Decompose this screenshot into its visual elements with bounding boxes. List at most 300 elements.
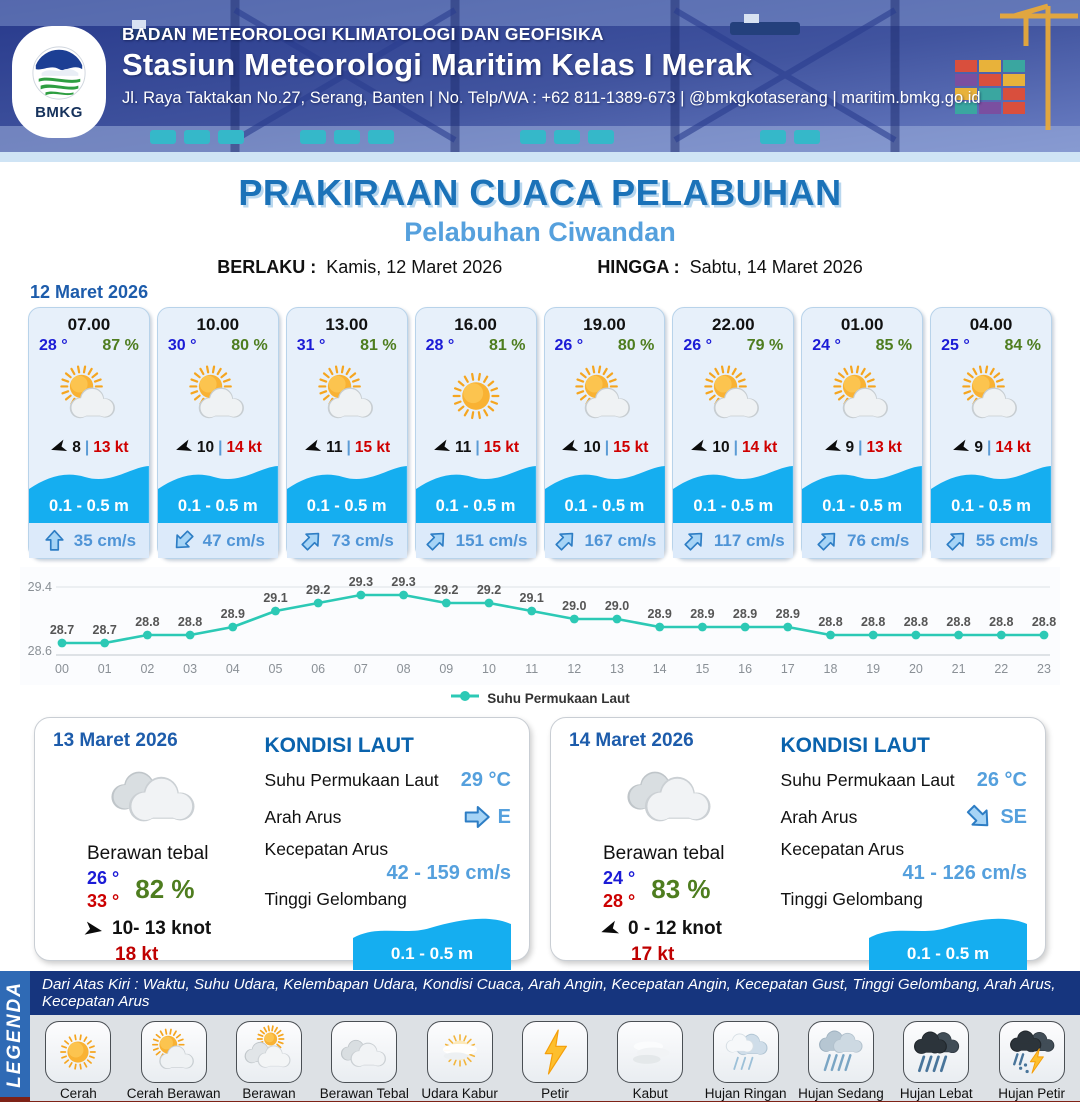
wave-height-value: 0.1 - 0.5 m: [693, 497, 774, 515]
legend-item: [794, 1021, 888, 1101]
current-speed-value: 42 - 159 cm/s: [386, 862, 511, 884]
legend-item: [603, 1021, 697, 1101]
wind-row: [545, 437, 665, 457]
gust-speed: 14 kt: [995, 438, 1031, 456]
wind-range: 0 - 12 knot: [628, 918, 722, 939]
current-row: [416, 523, 536, 558]
time-label: 16.00: [454, 315, 497, 334]
svg-text:11: 11: [525, 662, 539, 676]
svg-text:28.8: 28.8: [1031, 615, 1057, 629]
sst-row: [781, 769, 1027, 792]
sst-label: Suhu Permukaan Laut: [780, 770, 955, 790]
humidity-value: 80 %: [231, 337, 268, 354]
wind-separator: |: [346, 438, 351, 456]
header-divider: [0, 152, 1080, 162]
hingga-group: [597, 257, 862, 278]
legend-item-label: Hujan Ringan: [704, 1086, 787, 1101]
wave-height-row: [265, 889, 511, 970]
humidity-value: 81 %: [360, 337, 397, 354]
temp-humidity-row: [287, 335, 407, 355]
day-gust: 18 kt: [115, 944, 159, 965]
gust-speed: 15 kt: [613, 438, 649, 456]
wave-height-value: 0.1 - 0.5 m: [564, 497, 645, 515]
wave-height-value: 0.1 - 0.5 m: [177, 497, 258, 515]
gust-speed: 14 kt: [226, 438, 262, 456]
current-direction-icon: [682, 528, 707, 553]
day-weather-icon: [106, 746, 202, 847]
svg-text:14: 14: [652, 662, 667, 676]
wave-height-label: Tinggi Gelombang: [264, 889, 407, 909]
legend-item: [413, 1021, 507, 1101]
svg-text:28.8: 28.8: [903, 615, 929, 629]
temp-value: 26 °: [683, 337, 713, 354]
svg-text:29.4: 29.4: [27, 580, 52, 594]
temp-min: 24 °: [603, 868, 636, 888]
legend-item-label: Petir: [541, 1086, 569, 1101]
time-label: 01.00: [840, 315, 884, 334]
svg-text:02: 02: [140, 662, 155, 676]
humidity-value: 81 %: [489, 337, 526, 354]
time-label: 22.00: [712, 315, 755, 334]
current-speed: 35 cm/s: [73, 530, 137, 550]
current-direction-row: [781, 802, 1027, 832]
temp-value: 24 °: [812, 337, 841, 354]
svg-text:28.7: 28.7: [92, 623, 117, 637]
svg-text:28.8: 28.8: [861, 615, 886, 629]
wind-speed: 10: [583, 438, 601, 456]
legend-item-label: Berawan: [242, 1086, 296, 1101]
svg-text:28.9: 28.9: [690, 607, 715, 621]
wave-height-value: 0.1 - 0.5 m: [951, 497, 1031, 515]
wind-row: [416, 437, 536, 457]
svg-text:01: 01: [97, 662, 112, 676]
wave-height-band: [158, 459, 278, 523]
humidity-value: 85 %: [875, 337, 913, 354]
svg-text:28.9: 28.9: [220, 607, 245, 621]
svg-text:28.8: 28.8: [135, 615, 160, 629]
wind-separator: |: [987, 438, 992, 456]
day-gust: 17 kt: [631, 944, 675, 965]
cerah-berawan-icon: [957, 362, 1025, 430]
current-speed-label: Kecepatan Arus: [780, 839, 905, 859]
svg-text:15: 15: [695, 662, 710, 676]
bmkg-logo-text: BMKG: [35, 103, 83, 121]
gust-speed: 13 kt: [93, 438, 129, 456]
legend-item-label: Udara Kabur: [421, 1086, 498, 1101]
wind-separator: |: [858, 438, 863, 456]
wave-height-band: [931, 459, 1051, 523]
hujan-lebat-icon: [910, 1026, 962, 1078]
legend-icon-box: [903, 1021, 969, 1083]
current-row: [29, 523, 149, 558]
berlaku-value: Kamis, 12 Maret 2026: [326, 257, 503, 277]
svg-text:12: 12: [567, 662, 582, 676]
berawan-tebal-icon: [622, 746, 718, 842]
page-title: PRAKIRAAN CUACA PELABUHAN: [238, 172, 842, 213]
cerah-berawan-icon: [55, 362, 123, 430]
day-condition: Berawan tebal: [87, 843, 209, 864]
wind-direction-icon: [174, 438, 193, 457]
current-row: [673, 523, 793, 558]
wind-row: [287, 437, 407, 457]
legend-item: [889, 1021, 983, 1101]
sst-line-chart: [20, 567, 1060, 685]
legend-item: [508, 1021, 602, 1101]
temp-value: 26 °: [554, 337, 584, 354]
svg-text:22: 22: [994, 662, 1009, 676]
humidity-value: 79 %: [746, 337, 784, 354]
cerah-berawan-icon: [699, 362, 767, 430]
current-direction-row: [265, 802, 511, 832]
time-label: 19.00: [583, 315, 626, 334]
cerah-berawan-icon: [828, 362, 896, 430]
wind-row: [673, 437, 793, 457]
legend-icon-box: [999, 1021, 1065, 1083]
svg-text:29.1: 29.1: [519, 591, 544, 605]
weather-icon-box: [931, 355, 1051, 437]
sea-conditions: [771, 730, 1027, 963]
wind-row: [802, 437, 922, 457]
day-humidity: 83 %: [651, 874, 711, 904]
legend-item-label: Hujan Lebat: [899, 1086, 973, 1101]
validity-row: [0, 257, 1080, 278]
hourly-date-label: 12 Maret 2026: [30, 282, 149, 302]
temp-value: 28 °: [425, 337, 455, 354]
current-direction-icon: [171, 528, 196, 553]
temp-min: 26 °: [87, 868, 120, 888]
wave-height-band: [416, 459, 536, 523]
current-direction-icon: [964, 802, 994, 832]
wind-direction-icon: [303, 438, 322, 457]
wave-height-box: [353, 912, 511, 970]
legend-icon-box: [522, 1021, 588, 1083]
bmkg-logo: [12, 26, 106, 138]
wind-speed: 11: [455, 438, 472, 456]
wind-row: [158, 437, 278, 457]
day-weather-summary: [53, 730, 255, 965]
wave-height-value: 0.1 - 0.5 m: [906, 944, 990, 963]
current-row: [287, 523, 407, 558]
current-speed: 76 cm/s: [846, 530, 910, 550]
temp-value: 30 °: [167, 337, 197, 354]
legend-item-label: Hujan Petir: [998, 1086, 1065, 1101]
forecast-card: [544, 307, 666, 559]
cerah-icon: [52, 1026, 104, 1078]
current-speed: 151 cm/s: [455, 530, 528, 550]
cerah-berawan-icon: [184, 362, 252, 430]
legend-item: [31, 1021, 125, 1101]
forecast-card: [801, 307, 923, 559]
weather-icon-box: [158, 355, 278, 437]
sst-row: [265, 769, 511, 792]
current-speed: 73 cm/s: [331, 530, 394, 550]
wave-height-value: 0.1 - 0.5 m: [822, 497, 903, 515]
svg-text:05: 05: [268, 662, 283, 676]
svg-text:18: 18: [823, 662, 838, 676]
wind-direction-icon: [689, 438, 708, 457]
legend-item: [222, 1021, 316, 1101]
current-direction-icon: [299, 528, 324, 553]
legend-icon-box: [617, 1021, 683, 1083]
svg-text:29.0: 29.0: [604, 599, 630, 613]
forecast-card: [930, 307, 1052, 559]
legend-items: [30, 1015, 1080, 1101]
svg-text:29.0: 29.0: [562, 599, 587, 613]
day-temps: [603, 867, 771, 912]
legend-item: [699, 1021, 793, 1101]
legend-icon-box: [808, 1021, 874, 1083]
udara-kabur-icon: [434, 1026, 486, 1078]
wave-height-band: [29, 459, 149, 523]
svg-text:29.3: 29.3: [391, 575, 416, 589]
sst-value: 29 °C: [460, 769, 511, 791]
wind-speed: 9: [845, 438, 855, 456]
wave-height-value: 0.1 - 0.5 m: [390, 944, 474, 963]
wind-separator: |: [733, 438, 738, 456]
legend-series-label: Suhu Permukaan Laut: [487, 690, 630, 706]
berlaku-group: [217, 257, 502, 278]
svg-text:29.2: 29.2: [434, 583, 459, 597]
wind-separator: |: [475, 438, 480, 456]
station-address: Jl. Raya Taktakan No.27, Serang, Banten | No. Telp/WA : +62 811-1389-673 | @bmkgkotaserang | maritim.bmkg.go.id: [122, 89, 981, 107]
temp-humidity-row: [158, 335, 278, 355]
weather-icon-box: [545, 355, 665, 437]
hingga-value: Sabtu, 14 Maret 2026: [689, 257, 863, 277]
title-section: [0, 162, 1080, 278]
legend-item-label: Kabut: [632, 1086, 668, 1101]
berawan-tebal-icon: [106, 746, 202, 842]
wind-speed: 9: [974, 438, 984, 456]
svg-text:28.9: 28.9: [647, 607, 672, 621]
day-temps: [87, 867, 255, 912]
current-row: [931, 523, 1051, 558]
current-speed-label: Kecepatan Arus: [264, 839, 389, 859]
wind-direction-icon: [823, 438, 842, 457]
temp-value: 31 °: [296, 337, 326, 354]
current-speed: 167 cm/s: [584, 530, 657, 550]
temp-humidity-row: [931, 335, 1051, 355]
legend-icon-box: [141, 1021, 207, 1083]
current-speed-value: 41 - 126 cm/s: [902, 862, 1027, 884]
temp-value: 25 °: [941, 337, 970, 354]
legend-banner: [0, 971, 30, 1097]
wind-direction-icon: [49, 438, 68, 457]
port-subtitle: Pelabuhan Ciwandan: [404, 217, 676, 247]
time-label: 10.00: [196, 315, 240, 334]
current-direction-icon: [815, 528, 840, 553]
day-forecast-card: [34, 717, 530, 965]
current-direction-label: Arah Arus: [780, 806, 858, 827]
current-speed: 55 cm/s: [975, 530, 1039, 550]
wind-row: [931, 437, 1051, 457]
svg-text:13: 13: [610, 662, 624, 676]
day-date: 13 Maret 2026: [53, 730, 178, 751]
sst-value: 26 °C: [976, 769, 1027, 791]
svg-text:06: 06: [311, 662, 326, 676]
station-name: Stasiun Meteorologi Maritim Kelas I Merak: [122, 47, 753, 82]
legend-item-label: Cerah: [59, 1086, 97, 1101]
svg-text:00: 00: [55, 662, 69, 676]
weather-icon-box: [802, 355, 922, 437]
wind-speed: 11: [326, 438, 343, 456]
svg-text:21: 21: [951, 662, 966, 676]
forecast-card: [672, 307, 794, 559]
svg-text:23: 23: [1037, 662, 1051, 676]
hujan-ringan-icon: [720, 1026, 772, 1078]
cerah-berawan-icon: [313, 362, 381, 430]
forecast-card: [28, 307, 150, 559]
wind-speed: 8: [72, 438, 81, 456]
sea-conditions-heading: KONDISI LAUT: [264, 734, 414, 757]
humidity-value: 84 %: [1004, 337, 1041, 354]
current-speed: 47 cm/s: [202, 530, 265, 550]
wave-height-band: [673, 459, 793, 523]
legend-icon-box: [427, 1021, 493, 1083]
svg-text:28.8: 28.8: [946, 615, 971, 629]
berawan-tebal-icon: [338, 1026, 390, 1078]
legend-section: [0, 971, 1080, 1101]
temp-max: 28 °: [603, 890, 636, 911]
wave-height-band: [287, 459, 407, 523]
hingga-label: HINGGA :: [597, 257, 680, 277]
day-condition: Berawan tebal: [603, 843, 725, 864]
svg-text:29.2: 29.2: [306, 583, 331, 597]
svg-text:28.7: 28.7: [49, 623, 75, 637]
temp-value: 28 °: [39, 337, 68, 354]
wind-direction-icon: [83, 919, 104, 940]
svg-text:19: 19: [866, 662, 881, 676]
svg-text:28.8: 28.8: [818, 615, 843, 629]
temp-humidity-row: [545, 335, 665, 355]
current-speed: 117 cm/s: [713, 530, 785, 550]
day-wind-row: [599, 918, 771, 940]
day-weather-summary: [569, 730, 771, 965]
legend-icon-box: [331, 1021, 397, 1083]
legend-item: [317, 1021, 411, 1101]
current-direction-icon: [462, 802, 492, 832]
wave-height-row: [781, 889, 1027, 970]
legend-marker-icon: [450, 689, 480, 707]
current-speed-row: [781, 839, 1027, 885]
hourly-cards: [28, 307, 1052, 559]
time-label: 04.00: [969, 315, 1013, 334]
temp-max: 33 °: [87, 890, 120, 911]
temp-humidity-row: [673, 335, 793, 355]
temp-humidity-row: [29, 335, 149, 355]
current-direction-value: SE: [964, 802, 1027, 832]
day-wind-row: [83, 918, 255, 940]
weather-icon-box: [287, 355, 407, 437]
legend-note: Dari Atas Kiri : Waktu, Suhu Udara, Kelembapan Udara, Kondisi Cuaca, Arah Angin, Kecepatan Angin, Kecepatan Gust, Tinggi Gelombang, Arah Arus, Kecepatan Arus: [30, 971, 1080, 1015]
svg-text:17: 17: [780, 662, 795, 676]
wind-direction-icon: [432, 438, 451, 457]
current-direction-value: E: [462, 802, 511, 832]
weather-icon-box: [673, 355, 793, 437]
svg-text:04: 04: [225, 662, 240, 676]
cerah-berawan-icon: [570, 362, 638, 430]
sea-conditions: [255, 730, 511, 963]
header-banner: [0, 0, 1080, 152]
temp-humidity-row: [416, 335, 536, 355]
current-direction-label: Arah Arus: [264, 806, 342, 827]
wind-direction-icon: [599, 919, 620, 940]
svg-text:20: 20: [908, 662, 923, 676]
weather-icon-box: [416, 355, 536, 437]
legend-item-label: Hujan Sedang: [798, 1086, 884, 1101]
wind-range: 10- 13 knot: [112, 918, 212, 939]
forecast-card: [157, 307, 279, 559]
sst-chart-section: [20, 567, 1060, 707]
svg-text:28.8: 28.8: [177, 615, 203, 629]
svg-text:08: 08: [396, 662, 411, 676]
wave-height-label: Tinggi Gelombang: [780, 889, 923, 909]
svg-text:03: 03: [183, 662, 198, 676]
time-label: 07.00: [67, 315, 111, 334]
svg-text:29.2: 29.2: [476, 583, 502, 597]
kabut-icon: [624, 1026, 676, 1078]
day-date: 14 Maret 2026: [569, 730, 694, 751]
berawan-icon: [243, 1026, 295, 1078]
current-direction-icon: [944, 528, 969, 553]
day-humidity: 82 %: [135, 874, 195, 904]
wind-speed: 10: [712, 438, 730, 456]
day-cards: [34, 717, 1046, 965]
wind-direction-icon: [560, 438, 579, 457]
legend-icon-box: [45, 1021, 111, 1083]
svg-text:16: 16: [738, 662, 753, 676]
current-direction-icon: [424, 528, 449, 553]
weather-icon-box: [29, 355, 149, 437]
forecast-card: [286, 307, 408, 559]
cerah-berawan-icon: [148, 1026, 200, 1078]
legend-icon-box: [713, 1021, 779, 1083]
legend-banner-text: LEGENDA: [4, 980, 25, 1088]
humidity-value: 80 %: [617, 337, 655, 354]
hujan-sedang-icon: [815, 1026, 867, 1078]
wind-row: [29, 437, 149, 457]
gust-speed: 13 kt: [866, 438, 902, 456]
current-direction-icon: [553, 528, 578, 553]
wind-direction-icon: [951, 438, 970, 457]
humidity-value: 87 %: [102, 337, 139, 354]
legend-item-label: Cerah Berawan: [126, 1086, 221, 1101]
wave-height-value: 0.1 - 0.5 m: [49, 497, 129, 515]
current-row: [158, 523, 278, 558]
wave-height-value: 0.1 - 0.5 m: [435, 497, 516, 515]
current-row: [802, 523, 922, 558]
wind-separator: |: [218, 438, 223, 456]
svg-text:07: 07: [353, 662, 368, 676]
gust-speed: 15 kt: [354, 438, 391, 456]
berlaku-label: BERLAKU :: [217, 257, 317, 277]
org-name: BADAN METEOROLOGI KLIMATOLOGI DAN GEOFISIKA: [122, 24, 604, 44]
svg-text:29.3: 29.3: [348, 575, 374, 589]
wind-separator: |: [84, 438, 90, 456]
current-direction-icon: [42, 528, 67, 553]
day-forecast-card: [550, 717, 1046, 965]
chart-legend: [20, 689, 1060, 707]
svg-text:28.9: 28.9: [775, 607, 800, 621]
bmkg-logo-icon: [30, 44, 88, 102]
current-speed-row: [265, 839, 511, 885]
temp-humidity-row: [802, 335, 922, 355]
wave-height-band: [545, 459, 665, 523]
cerah-icon: [442, 362, 510, 430]
gust-speed: 15 kt: [483, 438, 520, 456]
svg-text:28.9: 28.9: [732, 607, 758, 621]
day-weather-icon: [622, 746, 718, 847]
svg-text:29.1: 29.1: [263, 591, 288, 605]
